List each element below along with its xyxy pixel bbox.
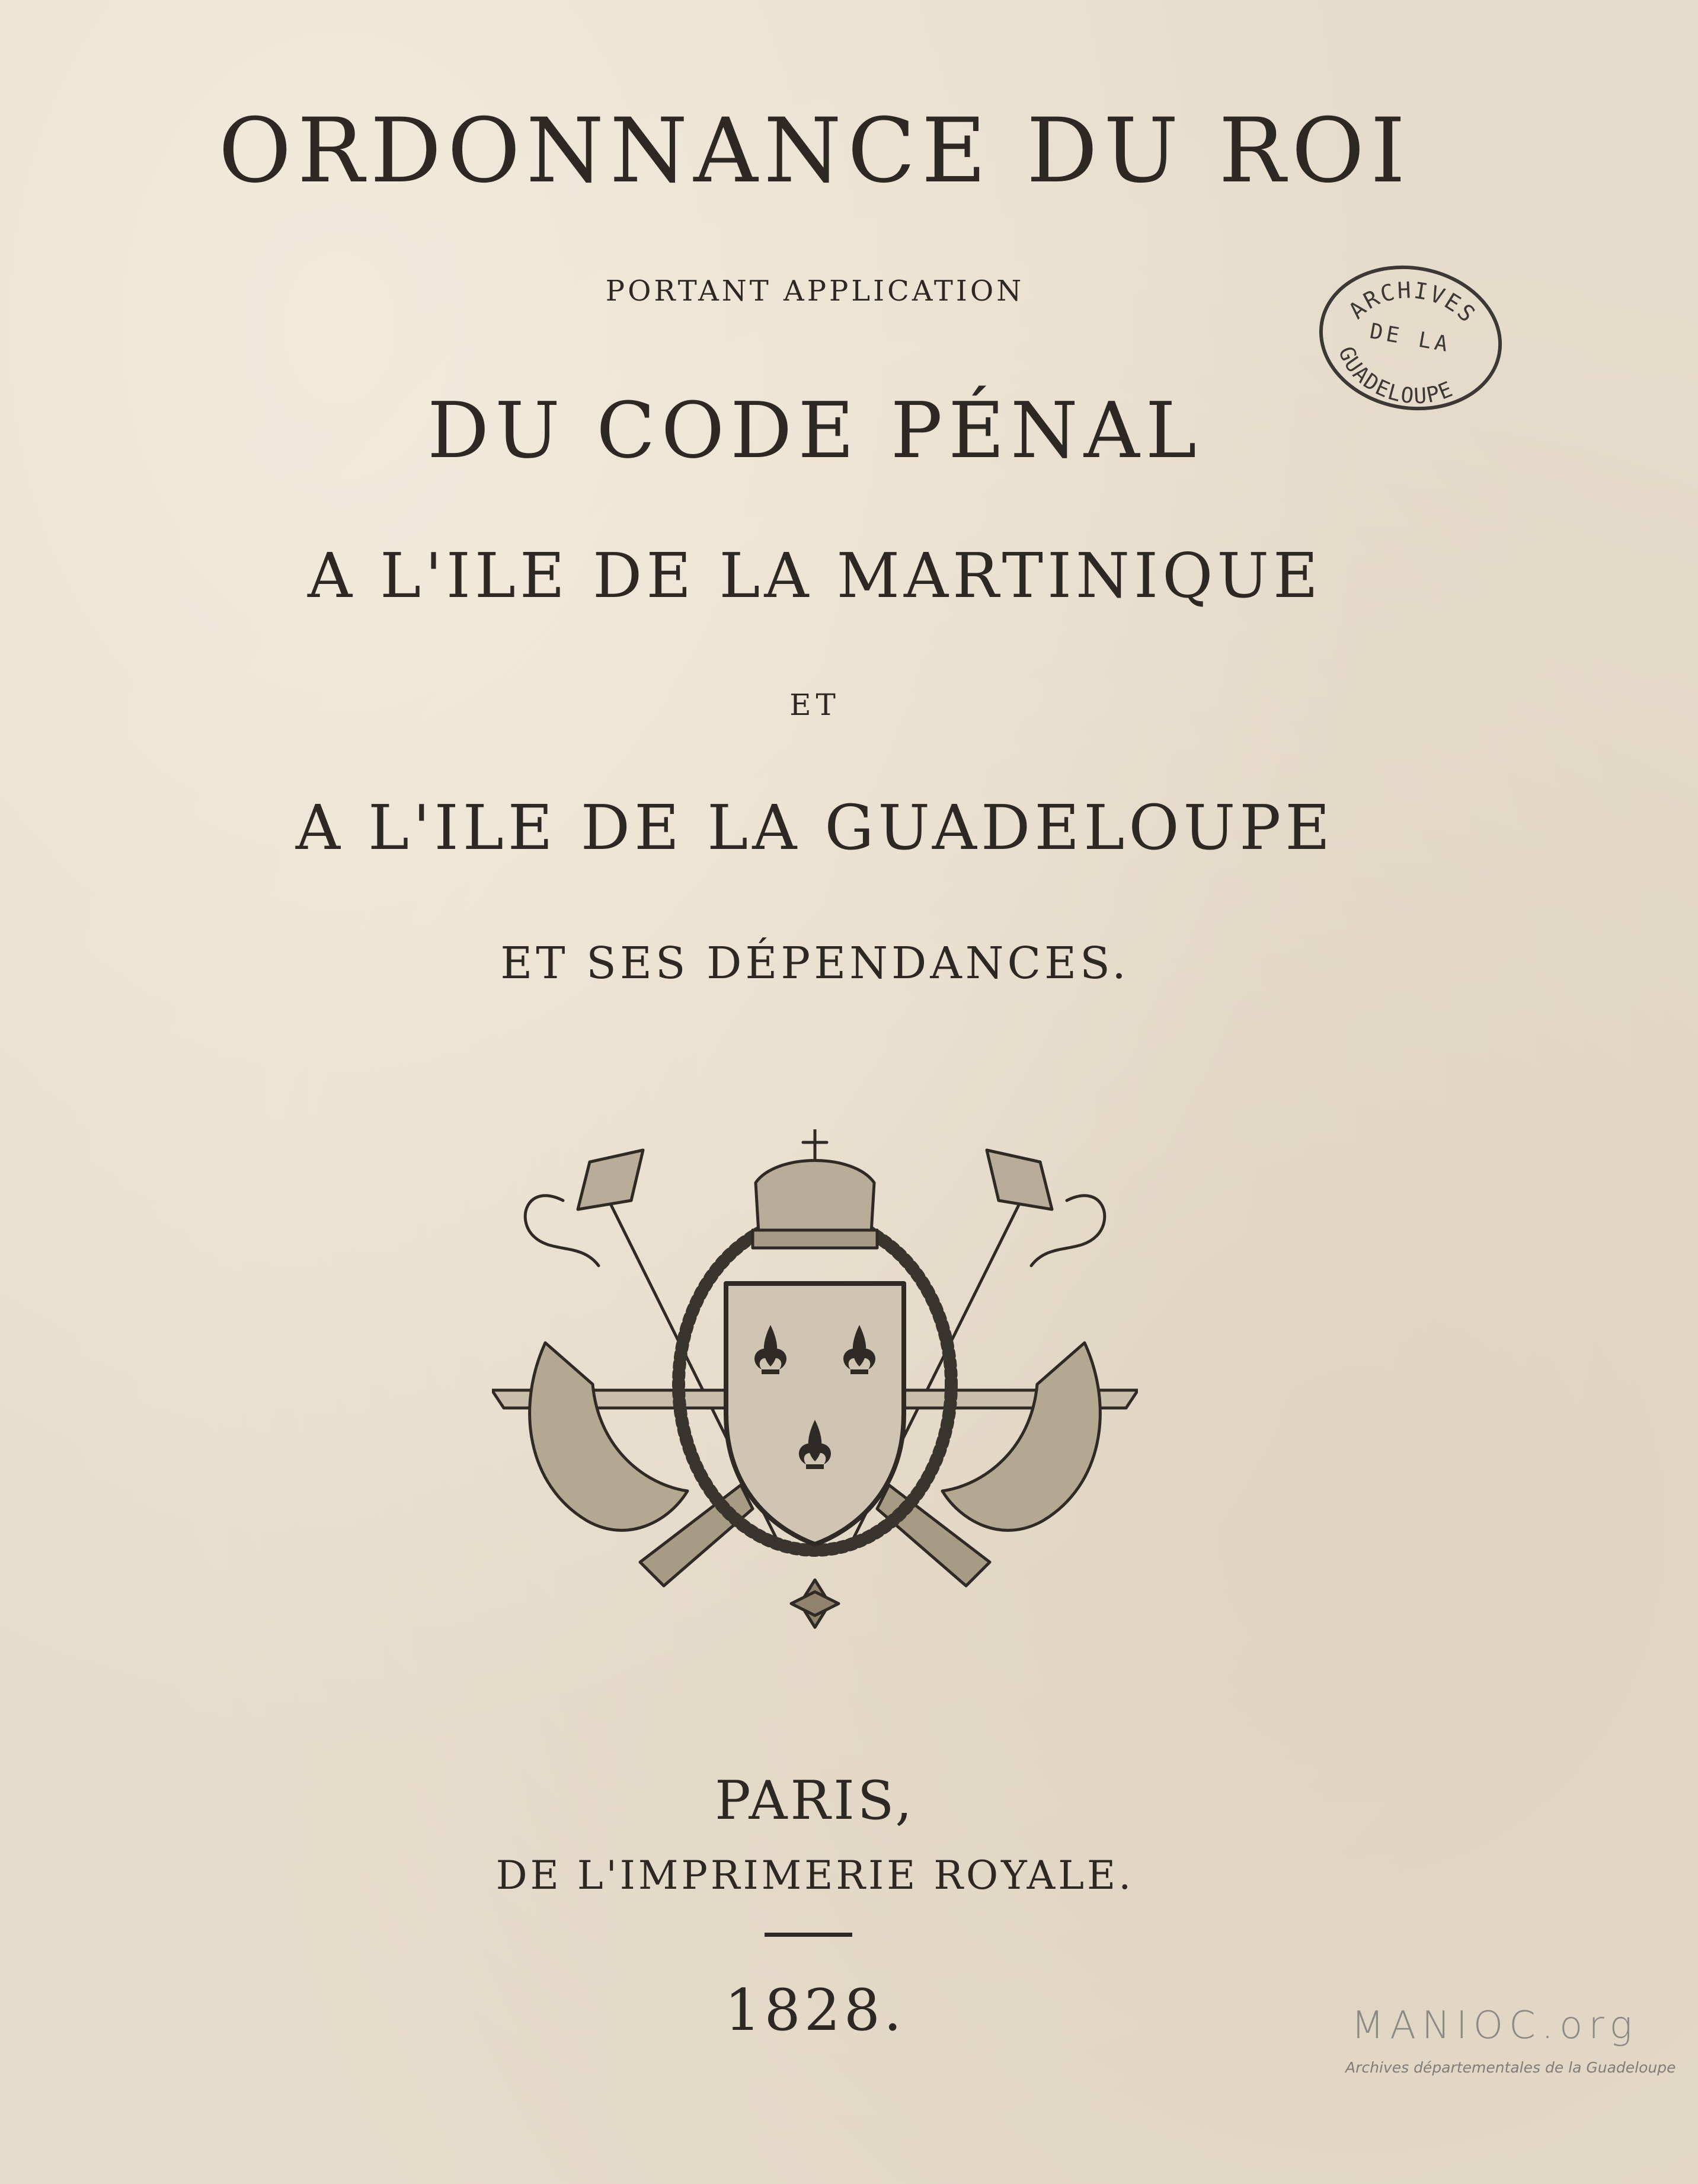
stamp-text-bottom: GUADELOUPE	[1333, 343, 1457, 409]
document-main-heading: DU CODE PÉNAL	[427, 385, 1203, 475]
document-title: ORDONNANCE DU ROI	[218, 100, 1412, 203]
watermark-logo: MANIOC.org	[1351, 2004, 1638, 2048]
document-subtitle: PORTANT APPLICATION	[605, 274, 1025, 308]
heading-guadeloupe: A L'ILE DE LA GUADELOUPE	[295, 791, 1335, 864]
royal-coat-of-arms-icon	[492, 1129, 1138, 1639]
archive-stamp-icon	[1315, 261, 1507, 415]
stamp-text-middle: DE LA	[1368, 319, 1453, 357]
heading-dependances: ET SES DÉPENDANCES.	[500, 938, 1130, 989]
imprint-printer: DE L'IMPRIMERIE ROYALE.	[495, 1853, 1134, 1898]
imprint-year: 1828.	[724, 1977, 906, 2043]
heading-martinique: A L'ILE DE LA MARTINIQUE	[308, 539, 1322, 612]
imprint-city: PARIS,	[715, 1770, 915, 1832]
heading-conjunction: ET	[789, 688, 840, 722]
stamp-text-top: ARCHIVES	[1343, 277, 1482, 328]
imprint-divider	[765, 1933, 852, 1937]
watermark-caption: Archives départementales de la Guadeloupe	[1345, 2059, 1676, 2076]
